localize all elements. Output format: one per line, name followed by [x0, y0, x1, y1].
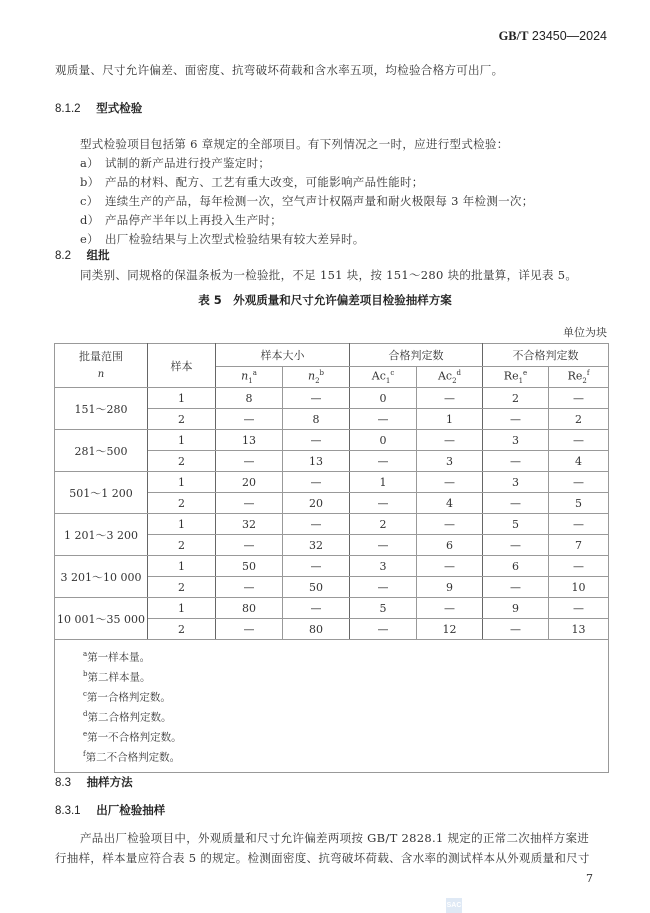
table-cell: 1: [148, 514, 216, 535]
table-cell: 80: [216, 598, 283, 619]
heading-number: 8.1.2: [55, 103, 81, 115]
table-cell: 9: [417, 577, 483, 598]
list-text: 试制的新产品进行投产鉴定时；: [105, 156, 271, 170]
table-title: 表 5 外观质量和尺寸允许偏差项目检验抽样方案: [198, 293, 452, 307]
header-reject: 不合格判定数: [483, 344, 609, 367]
table-cell: —: [549, 556, 609, 577]
table-cell: —: [216, 535, 283, 556]
sac-watermark-logo: SAC: [446, 898, 462, 913]
table-cell: —: [417, 472, 483, 493]
table-cell: —: [350, 493, 417, 514]
section-8-1-2-para: 型式检验项目包括第 6 章规定的全部项目。有下列情况之一时，应进行型式检验：: [80, 137, 509, 151]
batch-range-cell: 10 001～35 000: [55, 598, 148, 640]
table-cell: 6: [483, 556, 549, 577]
heading-8-3: [55, 774, 133, 790]
table-cell: 1: [148, 598, 216, 619]
table-cell: —: [283, 472, 350, 493]
table-cell: —: [350, 409, 417, 430]
table-cell: —: [283, 556, 350, 577]
batch-range-cell: 151～280: [55, 388, 148, 430]
table-cell: —: [483, 451, 549, 472]
table-row: [55, 598, 609, 619]
table-cell: —: [350, 451, 417, 472]
table-cell: 2: [483, 388, 549, 409]
list-text: 连续生产的产品，每年检测一次，空气声计权隔声量和耐火极限每 3 年检测一次；: [105, 194, 534, 208]
table-cell: —: [283, 514, 350, 535]
heading-8-3-1: [55, 802, 165, 818]
table-cell: 50: [216, 556, 283, 577]
table-cell: 7: [549, 535, 609, 556]
batch-range-cell: 1 201～3 200: [55, 514, 148, 556]
table-cell: —: [483, 409, 549, 430]
table-cell: —: [216, 451, 283, 472]
header-n2: $n_2^b$: [283, 367, 350, 388]
table-cell: 8: [216, 388, 283, 409]
list-marker: a）: [80, 156, 99, 170]
table-cell: 1: [148, 472, 216, 493]
table-cell: —: [549, 598, 609, 619]
table-cell: 4: [549, 451, 609, 472]
table-cell: 3: [350, 556, 417, 577]
footnote: $^b$第二样本量。: [83, 670, 151, 684]
table-cell: 3: [483, 472, 549, 493]
footnotes-cell: [55, 640, 609, 773]
table-cell: 3: [417, 451, 483, 472]
table-cell: 2: [350, 514, 417, 535]
table-cell: —: [483, 577, 549, 598]
table-cell: —: [417, 388, 483, 409]
table-cell: —: [483, 619, 549, 640]
heading-number: 8.3.1: [55, 805, 81, 817]
table-cell: —: [216, 409, 283, 430]
table-cell: —: [283, 598, 350, 619]
table-cell: —: [549, 514, 609, 535]
header-batch-range: [55, 344, 148, 388]
table-cell: 0: [350, 388, 417, 409]
list-item: [80, 231, 365, 247]
footnote: $^a$第一样本量。: [83, 650, 151, 664]
list-item: [80, 193, 534, 209]
header-ac1: $Ac_1^c$: [350, 367, 417, 388]
header-accept: 合格判定数: [350, 344, 483, 367]
table-cell: 1: [350, 472, 417, 493]
table-cell: 2: [148, 493, 216, 514]
header-re2: $Re_2^f$: [549, 367, 609, 388]
table-row: [55, 556, 609, 577]
table-row: [55, 430, 609, 451]
table-cell: 20: [216, 472, 283, 493]
list-marker: e）: [80, 232, 99, 246]
table-cell: —: [417, 556, 483, 577]
standard-code: [499, 29, 607, 44]
table-cell: —: [283, 430, 350, 451]
sampling-table: [54, 343, 609, 773]
table-cell: —: [350, 535, 417, 556]
table-cell: 12: [417, 619, 483, 640]
table-cell: —: [283, 388, 350, 409]
batch-range-cell: 281～500: [55, 430, 148, 472]
header-sample-size: 样本大小: [216, 344, 350, 367]
table-cell: 1: [148, 430, 216, 451]
table-cell: 2: [148, 619, 216, 640]
table-cell: —: [417, 514, 483, 535]
table-cell: 5: [549, 493, 609, 514]
table-cell: —: [549, 430, 609, 451]
table-cell: —: [483, 535, 549, 556]
table-cell: —: [417, 598, 483, 619]
table-cell: 50: [283, 577, 350, 598]
table-cell: 13: [216, 430, 283, 451]
table-row: [55, 514, 609, 535]
table-cell: 13: [549, 619, 609, 640]
section-8-3-1-line-2: 行抽样，样本量应符合表 5 的规定。检测面密度、抗弯破坏荷载、含水率的测试样本从外观质量和尺寸: [55, 851, 590, 865]
table-cell: 2: [148, 577, 216, 598]
table-row: [55, 388, 609, 409]
table-cell: 32: [283, 535, 350, 556]
header-sample: 样本: [148, 344, 216, 388]
table-cell: —: [216, 493, 283, 514]
batch-range-cell: 501～1 200: [55, 472, 148, 514]
heading-title: 组批: [86, 248, 110, 262]
table-cell: 5: [350, 598, 417, 619]
table-cell: 80: [283, 619, 350, 640]
header-re1: $Re_1^e$: [483, 367, 549, 388]
table-cell: —: [216, 577, 283, 598]
header-batch-range-label: 批量范围: [79, 349, 123, 363]
footnote: $^d$第二合格判定数。: [83, 710, 172, 724]
intro-line: 观质量、尺寸允许偏差、面密度、抗弯破坏荷载和含水率五项，均检验合格方可出厂。: [55, 63, 504, 77]
table-cell: 6: [417, 535, 483, 556]
header-batch-symbol: n: [97, 368, 105, 380]
table-cell: 5: [483, 514, 549, 535]
table-cell: 2: [148, 409, 216, 430]
table-cell: 0: [350, 430, 417, 451]
page-number: 7: [586, 872, 593, 885]
table-cell: 1: [148, 388, 216, 409]
header-n1: $n_1^a$: [216, 367, 283, 388]
table-cell: 9: [483, 598, 549, 619]
table-cell: 2: [148, 451, 216, 472]
table-cell: —: [549, 388, 609, 409]
table-cell: 10: [549, 577, 609, 598]
table-cell: 4: [417, 493, 483, 514]
heading-title: 出厂检验抽样: [96, 803, 166, 817]
table-cell: —: [483, 493, 549, 514]
table-unit: 单位为块: [563, 326, 607, 339]
footnote: $^c$第一合格判定数。: [83, 690, 171, 704]
table-cell: —: [216, 619, 283, 640]
list-text: 产品的材料、配方、工艺有重大改变，可能影响产品性能时；: [105, 175, 424, 189]
table-cell: —: [549, 472, 609, 493]
table-footnotes: [55, 640, 609, 773]
list-item: [80, 155, 270, 171]
heading-8-1-2: [55, 100, 142, 116]
heading-8-2: [55, 247, 110, 263]
table-cell: 3: [483, 430, 549, 451]
batch-range-cell: 3 201～10 000: [55, 556, 148, 598]
list-item: [80, 174, 424, 190]
list-marker: d）: [80, 213, 100, 227]
heading-title: 抽样方法: [86, 775, 133, 789]
table-cell: 8: [283, 409, 350, 430]
list-item: [80, 212, 282, 228]
table-cell: 2: [148, 535, 216, 556]
standard-number: 23450—2024: [531, 29, 607, 43]
table-cell: 2: [549, 409, 609, 430]
section-8-3-1-line-1: 产品出厂检验项目中，外观质量和尺寸允许偏差两项按 GB/T 2828.1 规定的正常二次抽样方案进: [80, 831, 590, 845]
heading-number: 8.2: [55, 250, 71, 262]
table-cell: —: [350, 577, 417, 598]
standard-prefix: GB/T: [498, 29, 529, 43]
table-cell: 13: [283, 451, 350, 472]
header-ac2: $Ac_2^d$: [417, 367, 483, 388]
footnote: $^f$第二不合格判定数。: [83, 750, 181, 764]
list-marker: c）: [80, 194, 99, 208]
table-cell: 1: [148, 556, 216, 577]
table-cell: —: [417, 430, 483, 451]
table-cell: 1: [417, 409, 483, 430]
footnote: $^e$第一不合格判定数。: [83, 730, 182, 744]
heading-number: 8.3: [55, 777, 71, 789]
section-8-2-para: 同类别、同规格的保温条板为一检验批，不足 151 块，按 151～280 块的批量算，详见表 5。: [80, 268, 578, 282]
list-text: 产品停产半年以上再投入生产时；: [105, 213, 282, 227]
table-cell: 20: [283, 493, 350, 514]
table-cell: 32: [216, 514, 283, 535]
list-marker: b）: [80, 175, 100, 189]
list-text: 出厂检验结果与上次型式检验结果有较大差异时。: [105, 232, 365, 246]
heading-title: 型式检验: [96, 101, 143, 115]
table-cell: —: [350, 619, 417, 640]
table-row: [55, 472, 609, 493]
